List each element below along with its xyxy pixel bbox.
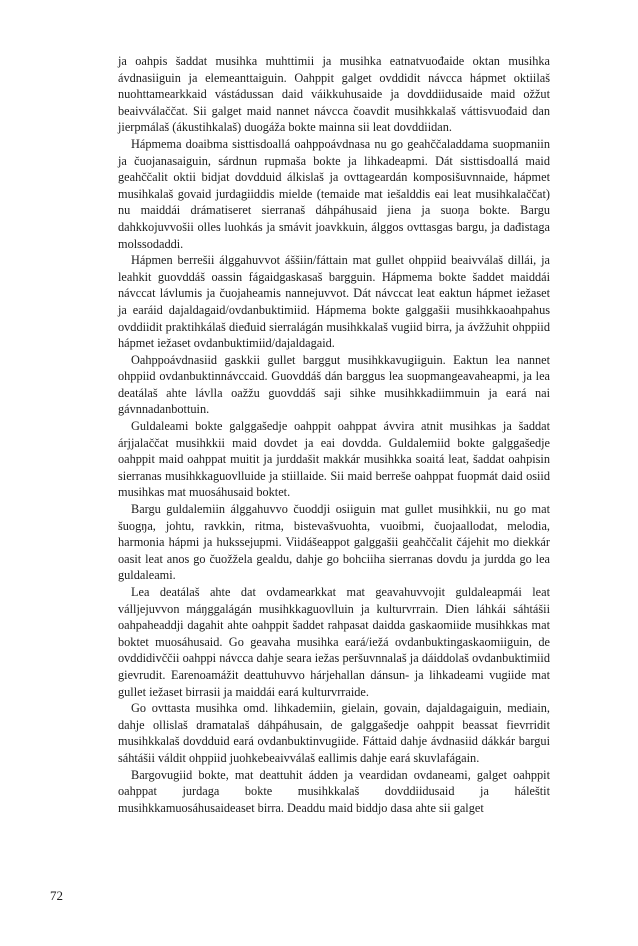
- paragraph-2: Hápmema doaibma sisttisdoallá oahppoávdnasa nu go geahččaladdama suopmaniin ja čuojanasaiguin, sárdnun rupmaša bokte ja lihkadeapmi. Dát sisttisdoallá maid geahččalit oktii bidjat dovdduid álkislaš ja ovttageardán komposišuvnnaide, hápmet musihkalaš govaid jurdagiiddis mielde (temaide mat iešalddis eai leat musihkalaččat) nu maiddái drámatiseret sierranaš dáhpáhusaid jiena ja suoŋa bokte. Bargu dahkkojuvvošii olles luohkás ja smávit joavkkuin, álggos ovttasgas bargu, ja dađistaga molssodaddi.: [118, 136, 550, 251]
- paragraph-3: Hápmen berrešii álggahuvvot áššiin/fáttain mat gullet ohppiid beaivválaš dillái, ja leahkit guovddáš oassin fágaidgaskasaš bargguin. Hápmema bokte šaddet maiddái návccat lávlumis ja čuojaheamis nannejuvvot. Dát návccat leat eaktun hápmet iežaset ja earáid dajaldagaid/ovdanbuktimiid. Hápmema bokte galggašii musihkkaoahpahus ovddiidit praktihkálaš dieđuid sierralágán musihkkalaš vugiid birra, ja ávžžuhit ohppiid hápmet iežaset ovdanbuktimiid/dajaldagaid.: [118, 253, 550, 351]
- body-text: [118, 53, 550, 816]
- page-number: 72: [50, 888, 63, 903]
- paragraph-5: Guldaleami bokte galggašedje oahppit oahppat ávvira atnit musihkas ja šaddat árjjalaččat musihkkii maid dovdet ja eai dovdda. Guldalemiid bokte galggašedje oahppit maid oahppat muitit ja jurddašit makkár musihkka soaitá leat, šaddat oahpisin sierranas musihkkaguovlluide ja stiillaide. Sii maid berreše oahppat fuopmát daid osiid musihkas mat muosáhusaid boktet.: [118, 419, 550, 500]
- paragraph-1: ja oahpis šaddat musihka muhttimii ja musihka eatnatvuođaide oktan musihka ávdnasiiguin ja elemeanttaiguin. Oahppit galget ovddidit návcca hápmet oktiilaš nuohttamearkkaid vástádussan daid váikkuhusaide ja dovddiidusaide maid ožžut beaivválaččat. Sii galget maid nannet návcca čoavdit musihkkalaš váttisvuođaid dan jierpmálaš (ákustihkalaš) duogáža bokte mainna sii leat dovddiidan.: [118, 54, 550, 135]
- paragraph-4: Oahppoávdnasiid gaskkii gullet barggut musihkkavugiiguin. Eaktun lea nannet ohppiid ovdanbuktinnávccaid. Guovddáš dán barggus lea suopmangeavaheapmi, ja lea deatálaš ahte lávlla oažžu guovddáš saji sihke musihkkadiimmuin ja eará nai gávnnadanbottuin.: [118, 352, 550, 417]
- paragraph-6: Bargu guldalemiin álggahuvvo čuoddji osiiguin mat gullet musihkkii, nu go mat šuogŋa, johtu, ravkkin, ritma, bistevašvuohta, vuoibmi, čuojaallodat, melodia, harmonia hápmi ja hukssejupmi. Viidášeappot galggašii geahččalit čájehit mo diekkár oasit leat anos go čuožžela gealdu, dahje go bohciiha sierranas dovdu ja jurdda go lea guldaleami.: [118, 502, 550, 583]
- paragraph-8: Go ovttasta musihka omd. lihkademiin, gielain, govain, dajaldagaiguin, mediain, dahje ollislaš dramatalaš dáhpáhusain, de galggašedje oahppit beassat fievrridit musihkkalaš dovdduid eará ovdanbuktinvugiide. Fáttaid dahje ávdnasiid dákkár bargui sáhtášii váldit ohppiid juohkebeaivválaš eallimis dahje eará skuvlafágain.: [118, 701, 550, 765]
- paragraph-7: Lea deatálaš ahte dat ovdamearkkat mat geavahuvvojit guldaleapmái leat válljejuvvon máŋggalágán musihkkaguovlluin ja kulturvrrain. Dien láhkái sáhtášii oahpaheaddji dagahit ahte oahppit šaddet rahpasat daidda gaskaomiide musihkkas mat boktet muosáhusaid. Go geavaha musihka eará/iežá ovdanbuktingaskaomiiguin, de ovddidivččii oahppi návcca dahje seara iežas peršuvnnalaš ja dáiddolaš ovdanbuktimiid gievrudit. Earenoamážit deattuhuvvo hárjehallan dánsun- ja lihkadeami vugiide mat gullet iežaset birrasii ja maiddái eará kulturvrraide.: [118, 585, 550, 699]
- paragraph-9: Bargovugiid bokte, mat deattuhit ádden ja veardidan ovdaneami, galget oahppit oahppat jurdaga bokte musihkkalaš dovddiidusaid ja háleštit musihkkamuosáhusaideaset birra. Deaddu maid biddjo dasa ahte sii galget: [118, 767, 550, 815]
